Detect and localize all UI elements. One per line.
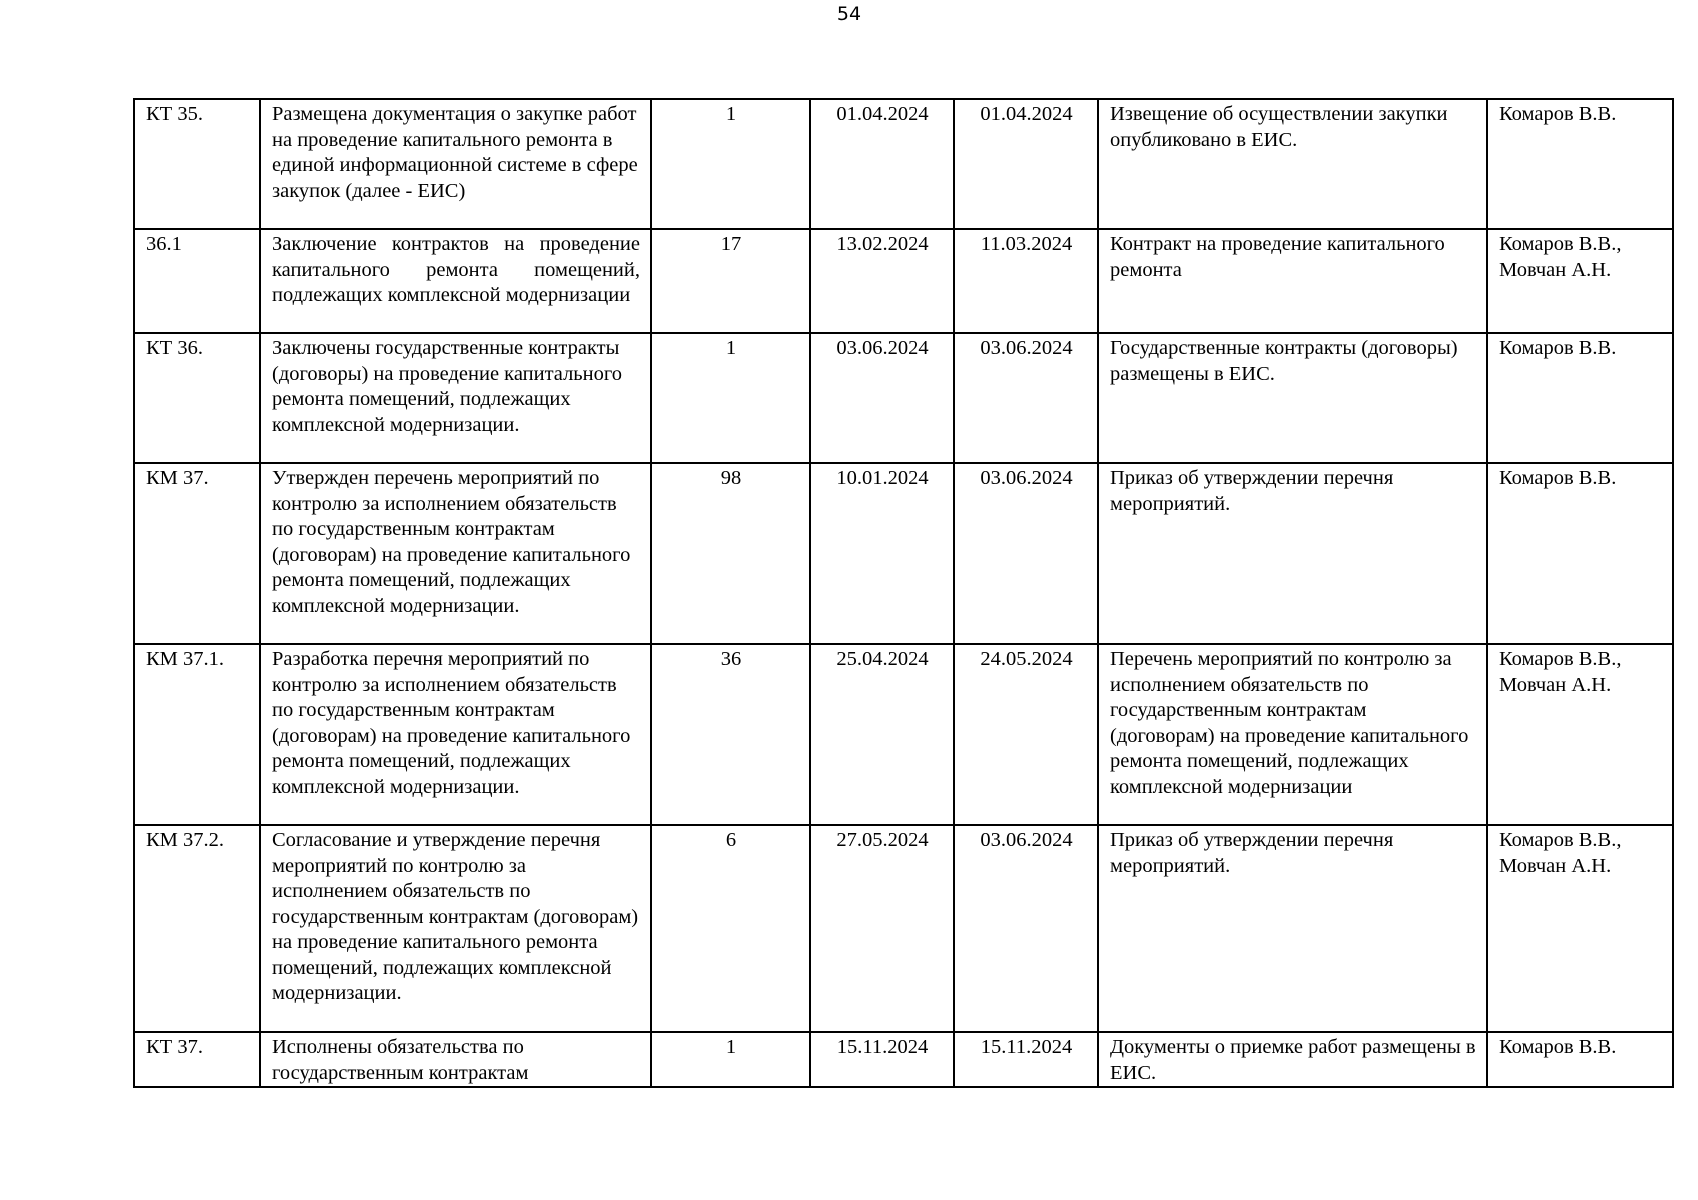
row-responsible: Комаров В.В. bbox=[1487, 1032, 1673, 1087]
row-end-date: 03.06.2024 bbox=[954, 333, 1098, 463]
row-result: Перечень мероприятий по контролю за исполнением обязательств по государственным контрактам (договорам) на проведение капитального ремонта помещений, подлежащих комплексной модернизации bbox=[1098, 644, 1487, 825]
row-description: Согласование и утверждение перечня мероприятий по контролю за исполнением обязательств по государственным контрактам (договорам) на проведение капитального ремонта помещений, подлежащих комплексной модернизации. bbox=[260, 825, 651, 1032]
row-responsible: Комаров В.В. bbox=[1487, 99, 1673, 229]
row-responsible: Комаров В.В., Мовчан А.Н. bbox=[1487, 825, 1673, 1032]
row-start-date: 03.06.2024 bbox=[810, 333, 954, 463]
table-row bbox=[134, 99, 1673, 229]
row-code: 36.1 bbox=[134, 229, 260, 333]
row-code: КТ 37. bbox=[134, 1032, 260, 1087]
row-result: Приказ об утверждении перечня мероприятий. bbox=[1098, 463, 1487, 644]
table-row bbox=[134, 229, 1673, 333]
row-code: КМ 37.1. bbox=[134, 644, 260, 825]
row-end-date: 15.11.2024 bbox=[954, 1032, 1098, 1087]
table-row bbox=[134, 644, 1673, 825]
row-result: Контракт на проведение капитального ремонта bbox=[1098, 229, 1487, 333]
row-description: Размещена документация о закупке работ на проведение капитального ремонта в единой информационной системе в сфере закупок (далее - ЕИС) bbox=[260, 99, 651, 229]
row-code: КТ 36. bbox=[134, 333, 260, 463]
row-start-date: 10.01.2024 bbox=[810, 463, 954, 644]
row-responsible: Комаров В.В. bbox=[1487, 463, 1673, 644]
schedule-table bbox=[133, 98, 1674, 1088]
row-code: КТ 35. bbox=[134, 99, 260, 229]
row-code: КМ 37.2. bbox=[134, 825, 260, 1032]
row-duration: 98 bbox=[651, 463, 810, 644]
row-result: Государственные контракты (договоры) размещены в ЕИС. bbox=[1098, 333, 1487, 463]
row-start-date: 15.11.2024 bbox=[810, 1032, 954, 1087]
table-row bbox=[134, 1032, 1673, 1087]
row-description: Заключение контрактов на проведение капитального ремонта помещений, подлежащих комплексной модернизации bbox=[260, 229, 651, 333]
row-description: Исполнены обязательства по государственным контрактам bbox=[260, 1032, 651, 1087]
row-start-date: 27.05.2024 bbox=[810, 825, 954, 1032]
table-row bbox=[134, 333, 1673, 463]
row-end-date: 11.03.2024 bbox=[954, 229, 1098, 333]
page-number: 54 bbox=[836, 3, 862, 25]
row-end-date: 24.05.2024 bbox=[954, 644, 1098, 825]
row-end-date: 01.04.2024 bbox=[954, 99, 1098, 229]
row-end-date: 03.06.2024 bbox=[954, 825, 1098, 1032]
row-description: Утвержден перечень мероприятий по контролю за исполнением обязательств по государственным контрактам (договорам) на проведение капитального ремонта помещений, подлежащих комплексной модернизации. bbox=[260, 463, 651, 644]
table-row bbox=[134, 463, 1673, 644]
row-start-date: 13.02.2024 bbox=[810, 229, 954, 333]
row-start-date: 01.04.2024 bbox=[810, 99, 954, 229]
row-start-date: 25.04.2024 bbox=[810, 644, 954, 825]
row-duration: 1 bbox=[651, 1032, 810, 1087]
row-responsible: Комаров В.В. bbox=[1487, 333, 1673, 463]
row-duration: 1 bbox=[651, 333, 810, 463]
row-result: Документы о приемке работ размещены в ЕИС. bbox=[1098, 1032, 1487, 1087]
row-result: Приказ об утверждении перечня мероприятий. bbox=[1098, 825, 1487, 1032]
row-responsible: Комаров В.В., Мовчан А.Н. bbox=[1487, 229, 1673, 333]
row-duration: 17 bbox=[651, 229, 810, 333]
row-responsible: Комаров В.В., Мовчан А.Н. bbox=[1487, 644, 1673, 825]
row-duration: 1 bbox=[651, 99, 810, 229]
row-code: КМ 37. bbox=[134, 463, 260, 644]
row-duration: 36 bbox=[651, 644, 810, 825]
row-duration: 6 bbox=[651, 825, 810, 1032]
table-row bbox=[134, 825, 1673, 1032]
row-end-date: 03.06.2024 bbox=[954, 463, 1098, 644]
row-description: Разработка перечня мероприятий по контролю за исполнением обязательств по государственным контрактам (договорам) на проведение капитального ремонта помещений, подлежащих комплексной модернизации. bbox=[260, 644, 651, 825]
row-result: Извещение об осуществлении закупки опубликовано в ЕИС. bbox=[1098, 99, 1487, 229]
row-description: Заключены государственные контракты (договоры) на проведение капитального ремонта помещений, подлежащих комплексной модернизации. bbox=[260, 333, 651, 463]
